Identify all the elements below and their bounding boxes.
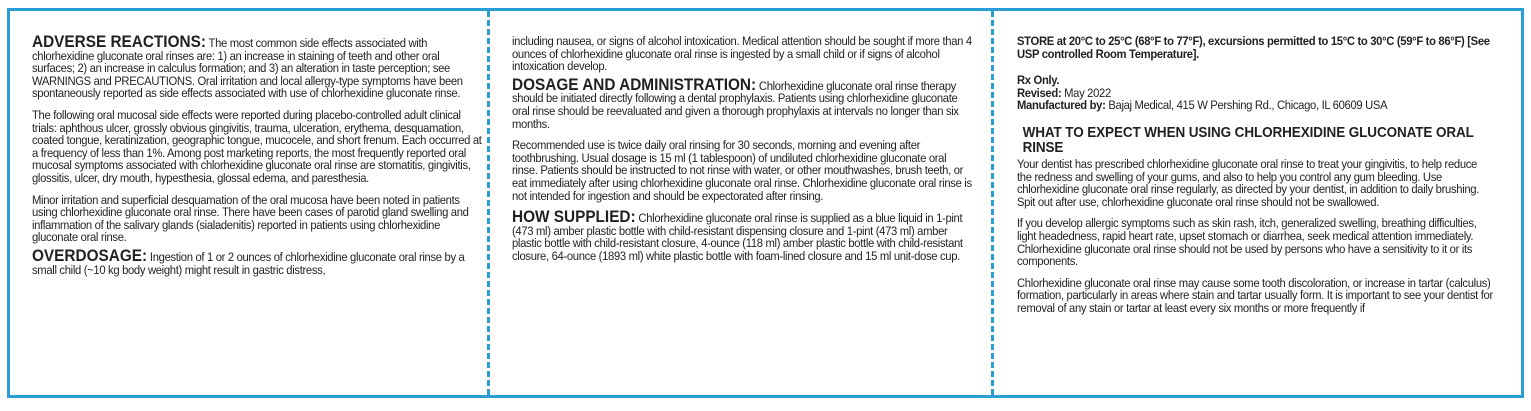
mucosal-side-effects-paragraph: The following oral mucosal side effects were reported during placebo-controlled adult clinical trials: aphthous ulcer, grossly obvious gingivitis, trauma, ulceration, erythema, desquamation, coated tongue, keratinization, geographic tongue, mucocele, and short frenum. Each occurred at a frequency of less than 1%. Among post marketing reports, the most frequently reported oral mucosal symptoms associated with chlorhexidine gluconate oral rinse are stomatitis, gingivitis, glossitis, ulcer, dry mouth, hypesthesia, glossal edema, and paresthesia.	[32, 107, 482, 185]
dosage-heading: DOSAGE AND ADMINISTRATION:	[512, 75, 757, 94]
expect-paragraph-3: Chlorhexidine gluconate oral rinse may cause some tooth discoloration, or increase in tartar (calculus) formation, particularly in areas where stain and tartar usually form. It is important to see your dentist for removal of any stain or tartar at least every six months or more frequently if	[1017, 275, 1493, 315]
dosage-usage-paragraph: Recommended use is twice daily oral rinsing for 30 seconds, morning and evening after toothbrushing. Usual dosage is 15 ml (1 tablespoon) of undiluted chlorhexidine gluconate oral rinse. Patients should be instructed to not rinse with water, or other mouthwashes, brush teeth, or eat immediately after using chlorhexidine gluconate oral rinse. Chlorhexidine gluconate oral rinse is not intended for ingestion and should be expectorated after rinsing.	[512, 138, 972, 203]
adverse-reactions-heading: ADVERSE REACTIONS:	[32, 33, 206, 51]
revised-date: May 2022	[1064, 85, 1111, 100]
expect-paragraph-2: If you develop allergic symptoms such as skin rash, itch, generalized swelling, breathing difficulties, light headedness, rapid heart rate, upset stomach or diarrhea, seek medical attention immediately. Chlorhexidine gluconate oral rinse should not be used by persons who have a sensitivity to it or its components.	[1017, 216, 1477, 269]
manufactured-label: Manufactured by:	[1017, 98, 1106, 113]
adverse-reactions-section	[32, 33, 484, 101]
manufacturer-address: Bajaj Medical, 415 W Pershing Rd., Chicago, IL 60609 USA	[1108, 98, 1388, 113]
what-to-expect-heading: WHAT TO EXPECT WHEN USING CHLORHEXIDINE GLUCONATE ORAL RINSE	[1022, 124, 1474, 156]
rx-only: Rx Only.	[1017, 73, 1060, 88]
adverse-reactions-text: The most common side effects associated with chlorhexidine gluconate oral rinses are: 1) an increase in staining of teeth and other oral surfaces; 2) an increase in calculus formation; and 3) an alteration in taste perception; see WARNINGS and PRECAUTIONS. Oral irritation and local allergy-type symptoms have been spontaneously reported as side effects associated with use of chlorhexidine gluconate rinse.	[32, 36, 463, 101]
column-3	[1017, 35, 1493, 324]
overdosage-continued-text: including nausea, or signs of alcohol intoxication. Medical attention should be sought if more than 4 ounces of chlorhexidine gluconate oral rinse is ingested by a small child or if signs of alcohol intoxication develop.	[512, 34, 972, 74]
manufacturer-line	[1017, 99, 1493, 112]
minor-irritation-paragraph: Minor irritation and superficial desquamation of the oral mucosa have been noted in patients using chlorhexidine gluconate oral rinse. There have been cases of parotid gland swelling and inflammation of the salivary glands (sialadenitis) reported in patients using chlorhexidine gluconate oral rinse.	[32, 192, 469, 245]
overdosage-section	[32, 246, 484, 277]
how-supplied-heading: HOW SUPPLIED:	[512, 208, 636, 227]
overdosage-heading: OVERDOSAGE:	[32, 246, 148, 265]
dosage-text: Chlorhexidine gluconate oral rinse therapy should be initiated directly following a dental prophylaxis. Patients using chlorhexidine gluconate oral rinse should be reevaluated and given a thorough prophylaxis at intervals no longer than six months.	[512, 78, 959, 131]
storage-text: STORE at 20°C to 25°C (68°F to 77°F), excursions permitted to 15°C to 30°C (59°F to 86°F) [See USP controlled Room Temperature].	[1017, 34, 1490, 61]
dosage-section	[512, 75, 972, 131]
revised-label: Revised:	[1017, 85, 1062, 100]
how-supplied-section	[512, 208, 972, 263]
column-divider-2	[991, 11, 994, 395]
column-1	[32, 33, 484, 285]
overdosage-text: Ingestion of 1 or 2 ounces of chlorhexidine gluconate oral rinse by a small child (~10 kg body weight) might result in gastric distress,	[32, 249, 465, 277]
how-supplied-text: Chlorhexidine gluconate oral rinse is supplied as a blue liquid in 1-pint (473 ml) amber plastic bottle with child-resistant dispensing closure and 1-pint (473 ml) amber plastic bottle with child-resistant closure, 4-ounce (118 ml) amber plastic bottle with child-resistant closure, 64-ounce (1893 ml) white plastic bottle with foam-lined closure and 15 ml unit-dose cup.	[512, 211, 963, 263]
expect-paragraph-1: Your dentist has prescribed chlorhexidine gluconate oral rinse to treat your gingivitis, to help reduce the redness and swelling of your gums, and also to help you control any gum bleeding. Use chlorhexidine gluconate oral rinse regularly, as directed by your dentist, in addition to daily brushing. Spit out after use, chlorhexidine gluconate oral rinse should not be swallowed.	[1017, 156, 1480, 209]
column-2	[512, 35, 972, 272]
column-divider-1	[487, 11, 490, 395]
